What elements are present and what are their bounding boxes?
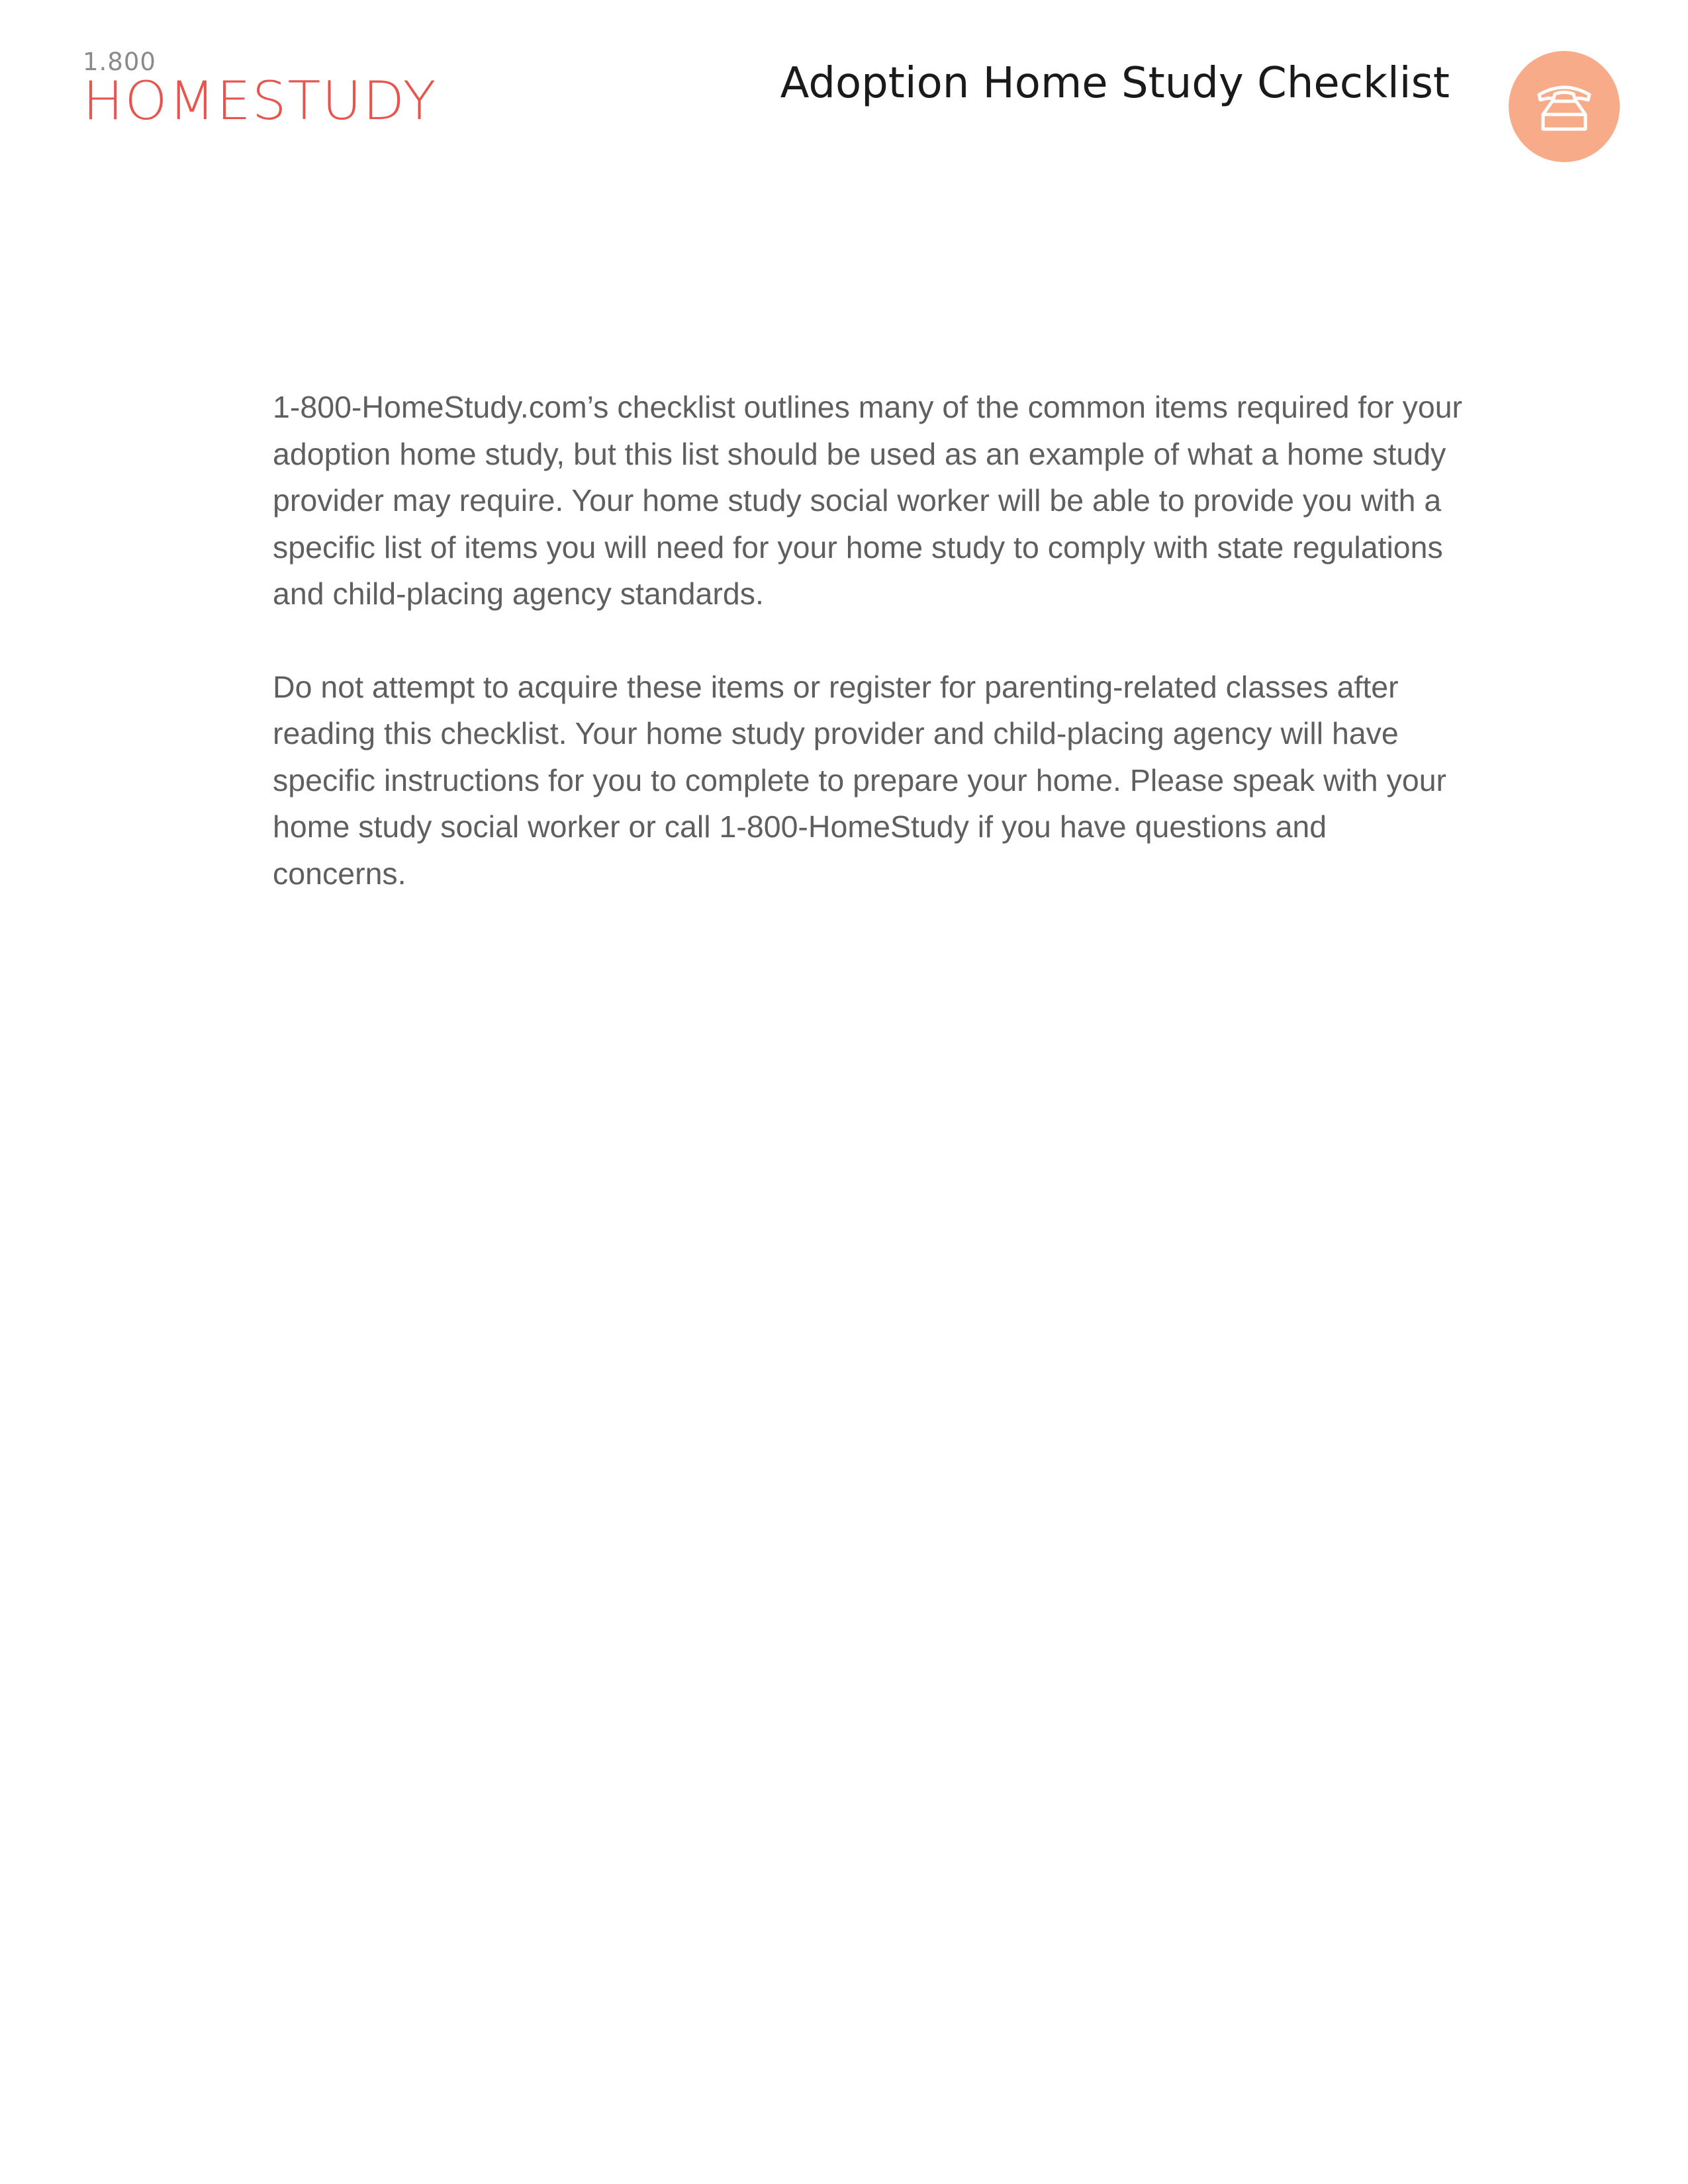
intro-text — [273, 384, 1464, 943]
logo-number: 1.800 — [83, 48, 156, 76]
intro-paragraph-2: Do not attempt to acquire these items or register for parenting-related classes after reading this checklist. Your home study provider and child-placing agency will have specific instructions for you to complete to prepare your home. Please speak with your home study social worker or call 1-800-HomeStudy if you have questions and concerns. — [273, 669, 1447, 891]
intro-paragraph-1: 1-800-HomeStudy.com’s checklist outlines many of the common items required for your adoption home study, but this list should be used as an example of what a home study provider may require. Your home study social worker will be able to provide you with a specific list of items you will need for your home study to comply with state regulations and child-placing agency standards. — [273, 390, 1463, 611]
telephone-icon — [1532, 75, 1596, 138]
logo-wordmark: HOMESTUDY — [83, 70, 438, 132]
brand-logo — [83, 48, 438, 132]
page-title: Adoption Home Study Checklist — [780, 59, 1450, 108]
phone-badge — [1509, 51, 1620, 162]
